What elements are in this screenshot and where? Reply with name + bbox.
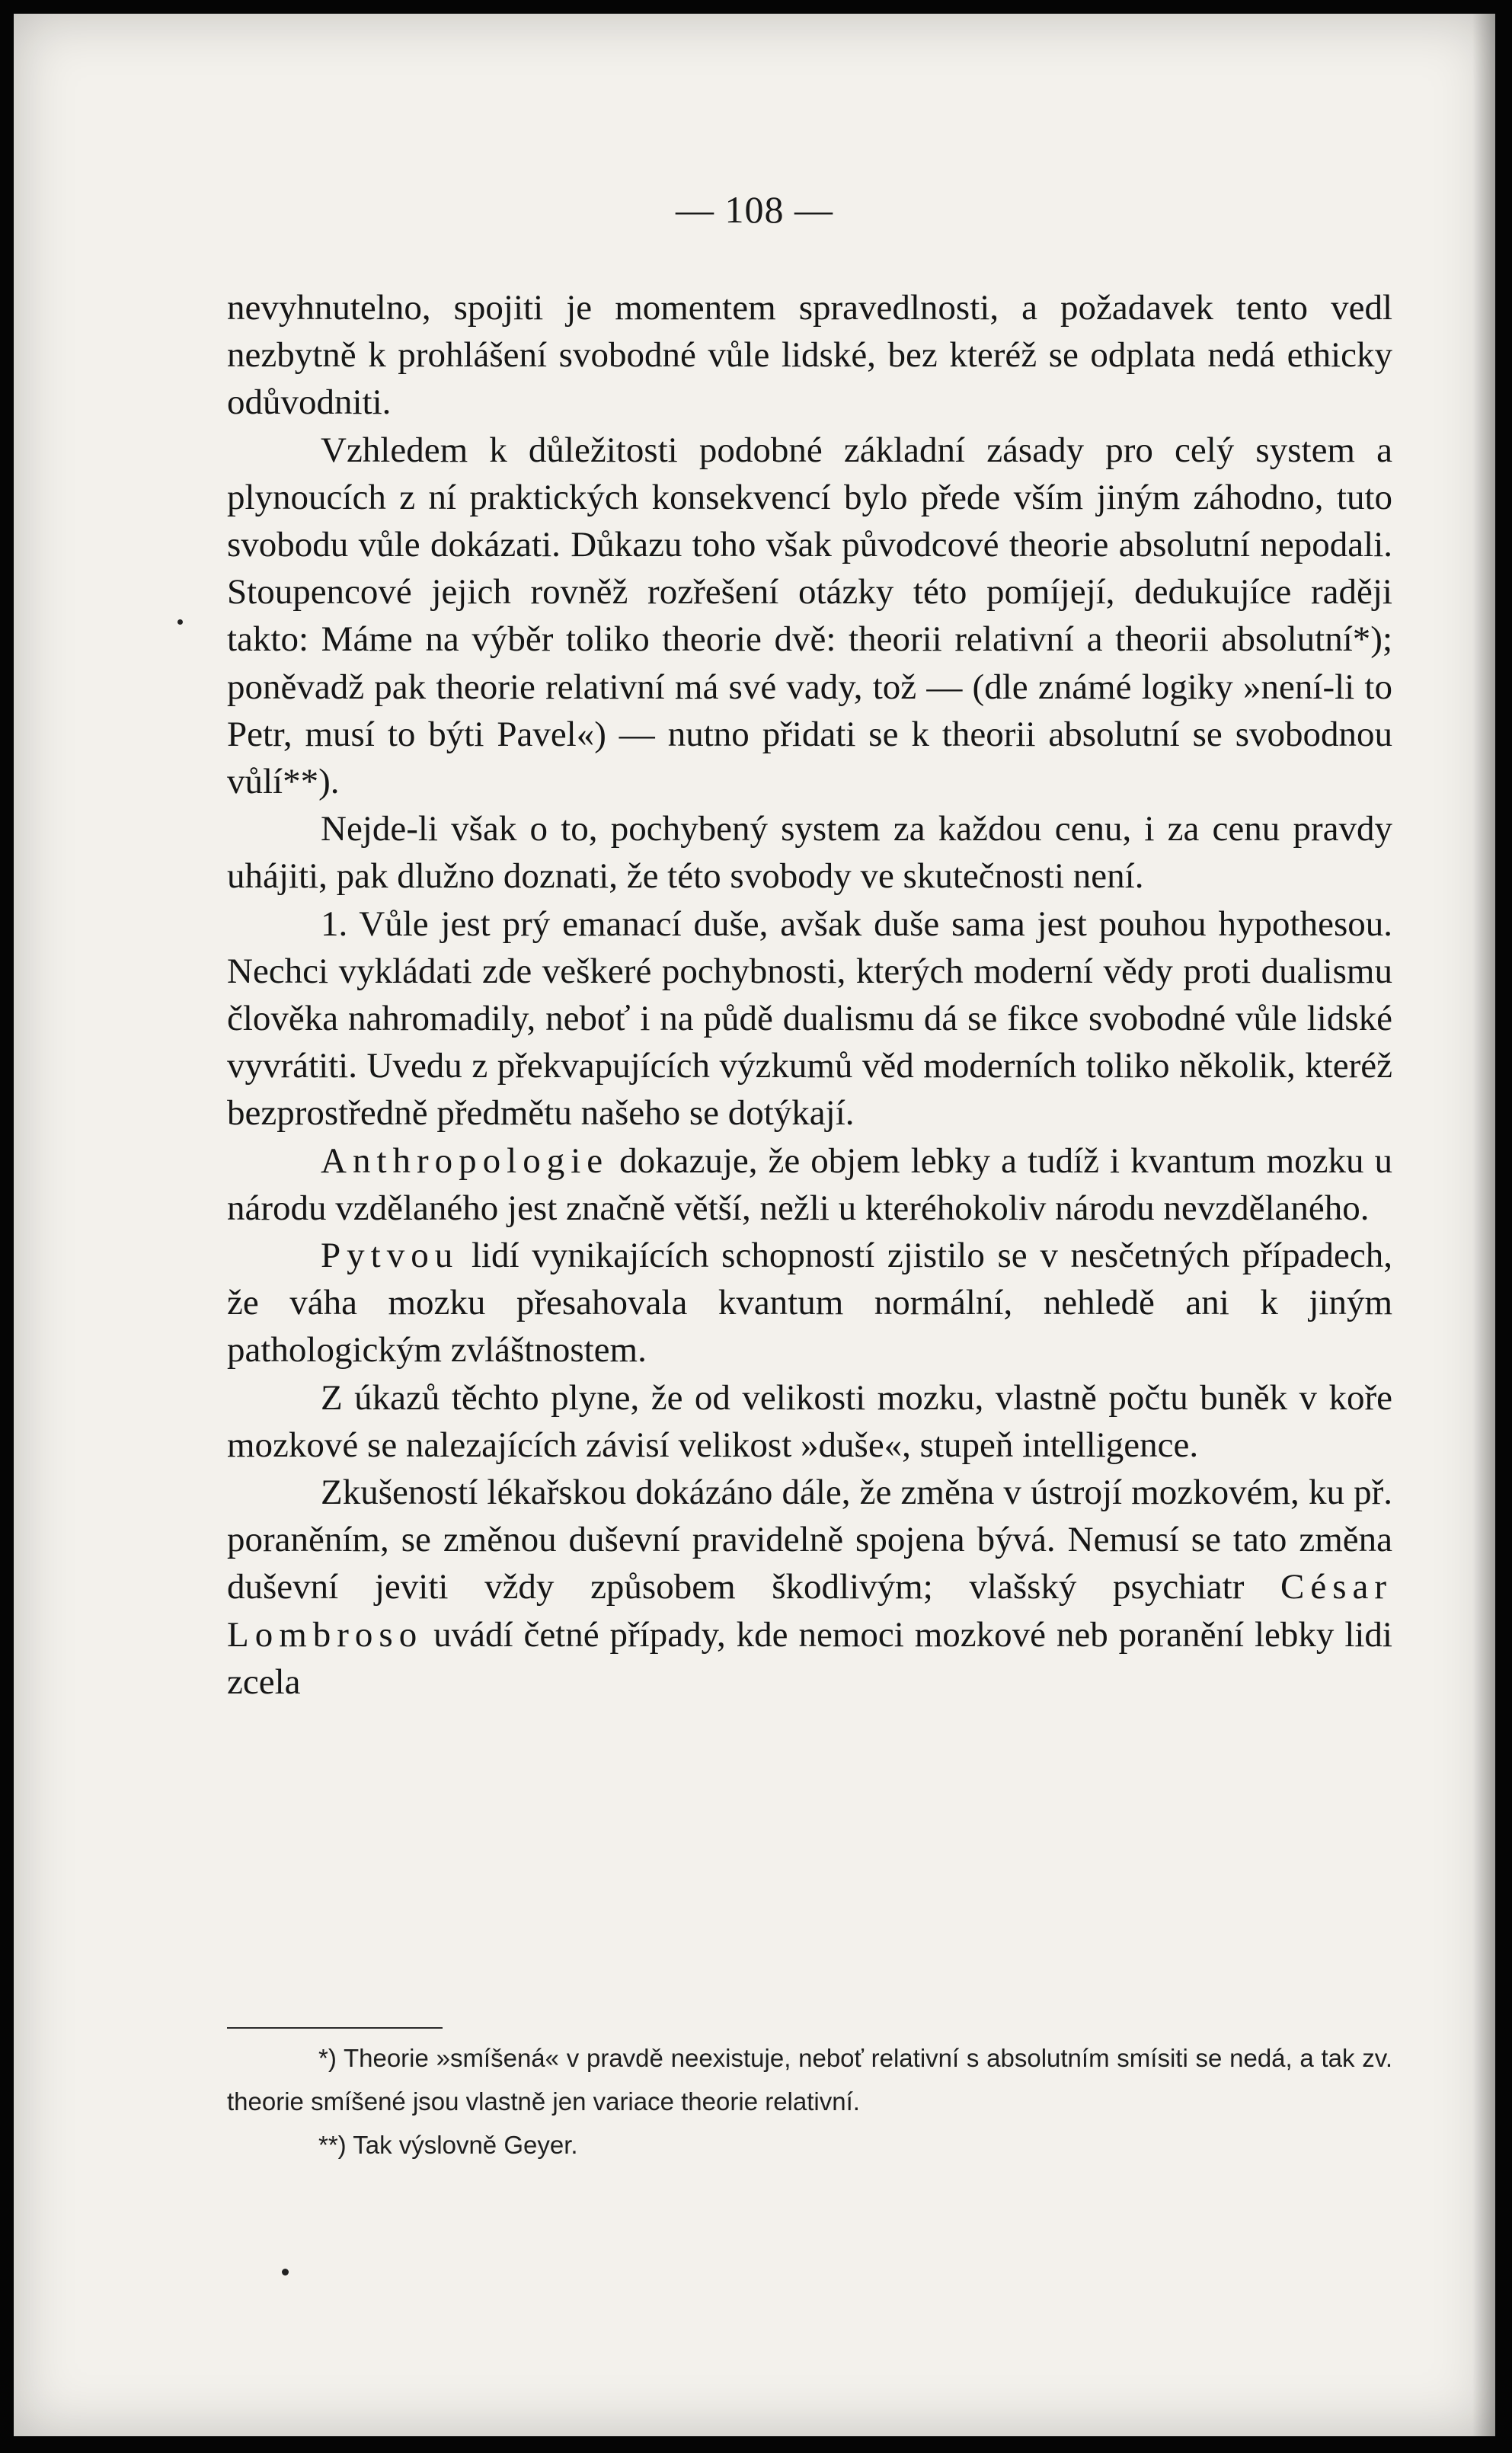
paragraph-8-text-b: uvádí četné případy, kde nemoci mozkové neb poranění lebky lidi zcela xyxy=(227,1614,1392,1702)
paragraph-5-text: dokazuje, že objem lebky a tudíž i kvantum mozku u národu vzdělaného jest značně větší, nežli u kteréhokoliv národu nevzdělaného. xyxy=(227,1140,1392,1228)
spaced-term-pytvou: Pytvou xyxy=(321,1236,459,1276)
footnote-1: *) Theorie »smíšená« v pravdě neexistuje, neboť relativní s absolutním smísiti se nedá, a tak zv. theorie smíšené jsou vlastně jen variace theorie relativní. xyxy=(227,2044,1392,2116)
paragraph-4: 1. Vůle jest prý emanací duše, avšak duše sama jest pouhou hypothesou. Nechci vykládati zde veškeré pochybnosti, kterých moderní vědy proti dualismu člověka nahromadily, neboť i na půdě dualismu dá se fikce svobodné vůle lidské vyvrátiti. Uvedu z překvapujících výzkumů věd moderních toliko několik, kteréž bezprostředně předmětu našeho se dotýkají. xyxy=(227,903,1392,1134)
paragraph-3: Nejde-li však o to, pochybený system za každou cenu, i za cenu pravdy uhájiti, pak dlužno doznati, že této svobody ve skutečnosti není. xyxy=(227,809,1392,897)
paragraph-8 xyxy=(227,1469,1392,1706)
paragraph-5 xyxy=(227,1137,1392,1232)
main-text xyxy=(227,284,1392,1706)
spaced-name-lombroso: César Lombroso xyxy=(227,1567,1392,1655)
paragraph-2: Vzhledem k důležitosti podobné základní zásady pro celý system a plynoucích z ní praktických konsekvencí bylo přede vším jiným záhodno, tuto svobodu vůle dokázati. Důkazu toho však původcové theorie absolutní nepodali. Stoupencové jejich rovněž rozřešení otázky této pomíjejí, dedukujíce raději takto: Máme na výběr toliko theorie dvě: theorii relativní a theorii absolutní*); poněvadž pak theorie relativní má své vady, tož — (dle známé logiky »není-li to Petr, musí to býti Pavel«) — nutno přidati se k theorii absolutní se svobodnou vůlí**). xyxy=(227,430,1392,802)
spaced-term-anthropologie: Anthropologie xyxy=(321,1140,609,1181)
footnote-2: **) Tak výslovně Geyer. xyxy=(318,2131,578,2159)
footnote-rule xyxy=(227,2027,443,2029)
paragraph-7: Z úkazů těchto plyne, že od velikosti mozku, vlastně počtu buněk v koře mozkové se nalezajících závisí velikost »duše«, stupeň intelligence. xyxy=(227,1377,1392,1465)
paragraph-6 xyxy=(227,1232,1392,1374)
page-number: — 108 — xyxy=(676,188,833,231)
paragraph-1: nevyhnutelno, spojiti je momentem spravedlnosti, a požadavek tento vedl nezbytně k prohlášení svobodné vůle lidské, bez kteréž se odplata nedá ethicky odůvodniti. xyxy=(227,288,1392,423)
footnotes xyxy=(227,2036,1392,2167)
page-edge-shadow xyxy=(1472,14,1495,2436)
paragraph-6-text: lidí vynikajících schopností zjistilo se v nesčetných případech, že váha mozku přesahovala kvantum normální, nehledě ani k jiným pathologickým zvláštnostem. xyxy=(227,1236,1392,1370)
book-page xyxy=(14,14,1495,2436)
print-speck xyxy=(282,2269,289,2276)
print-speck xyxy=(177,619,183,625)
paragraph-8-text-a: Zkušeností lékařskou dokázáno dále, že změna v ústrojí mozkovém, ku př. poraněním, se změnou duševní pravidelně spojena bývá. Nemusí se tato změna duševní jeviti vždy způsobem škodlivým; vlašský psychiatr xyxy=(227,1473,1392,1607)
